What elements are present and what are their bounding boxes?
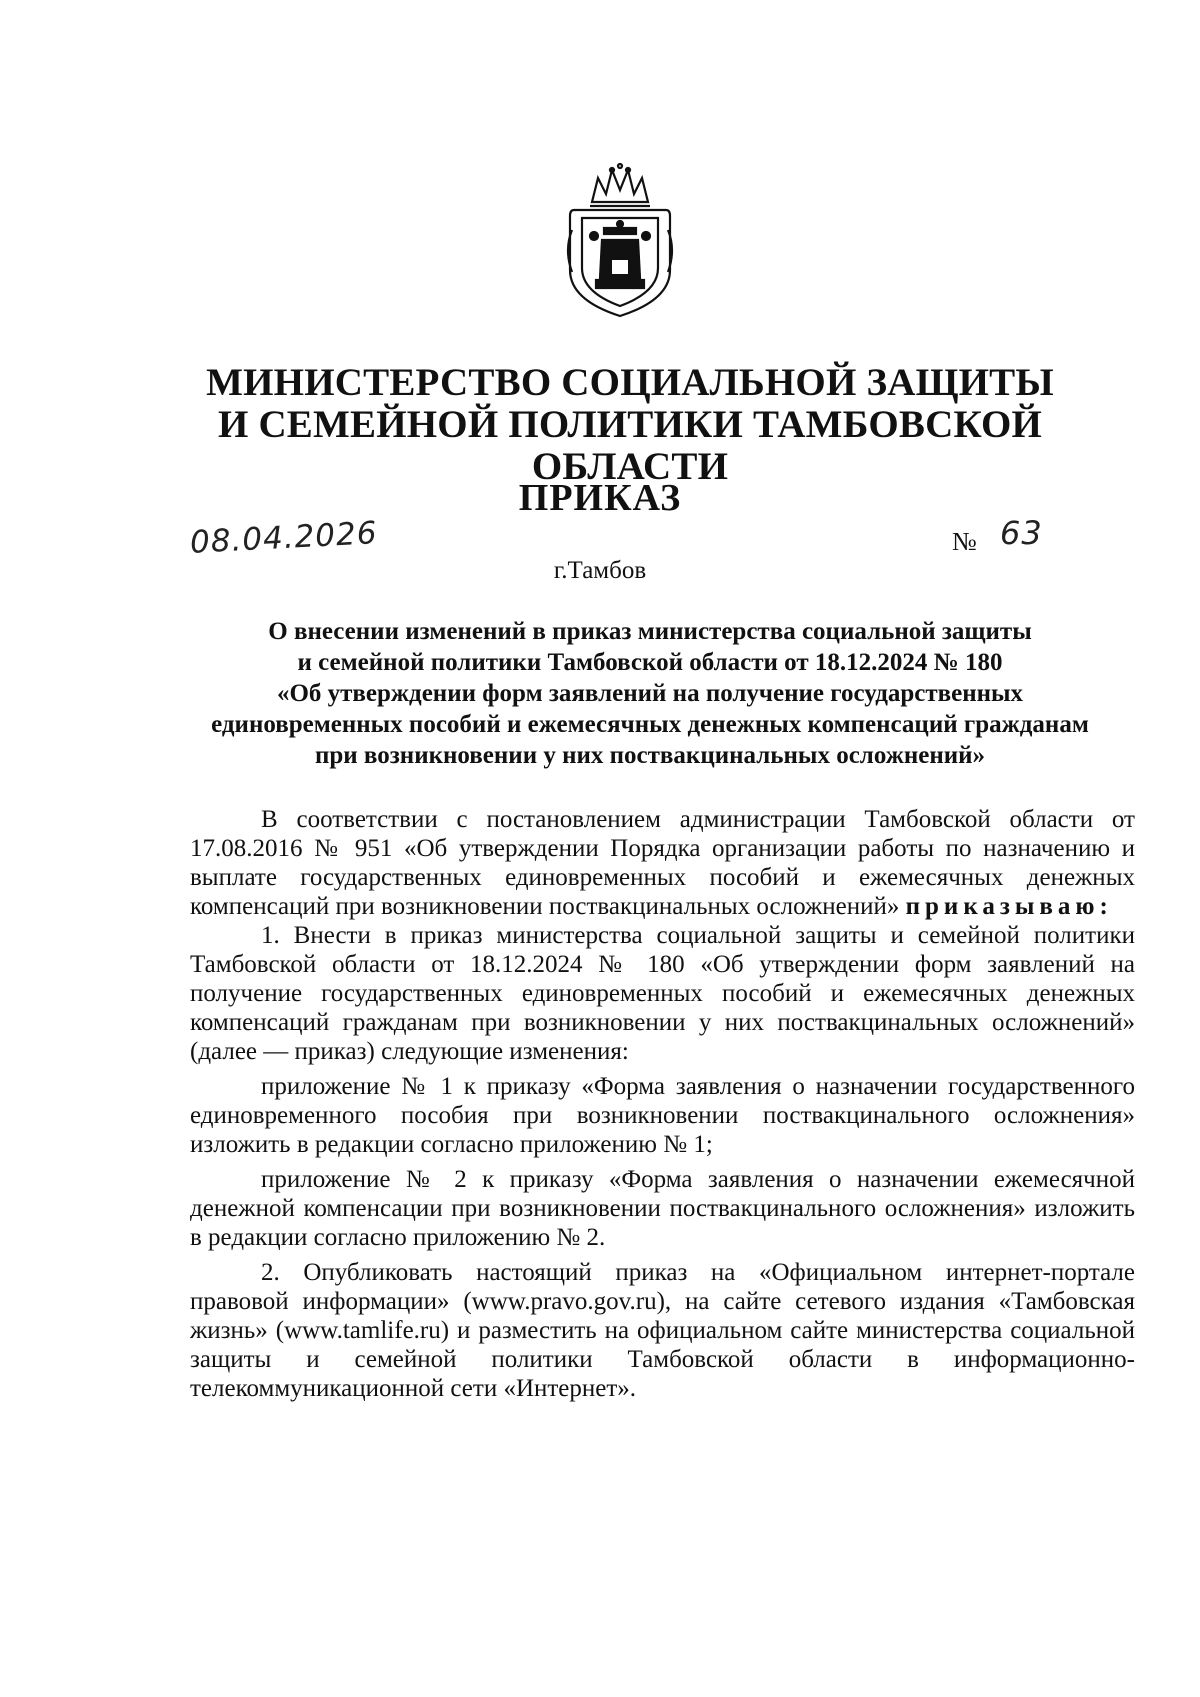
subject-line: единовременных пособий и ежемесячных денежных компенсаций гражданам <box>211 711 1089 738</box>
order-body <box>190 805 1135 1403</box>
order-number-label: № <box>952 527 977 556</box>
ministry-name <box>150 362 1110 488</box>
command-word: приказываю: <box>905 893 1113 920</box>
item-1b-paragraph: приложение № 2 к приказу «Форма заявления о назначении ежемесячной денежной компенсации при возникновении поствакцинального осложнения» изложить в редакции согласно приложению № 2. <box>190 1166 1135 1251</box>
ministry-line-2: И СЕМЕЙНОЙ ПОЛИТИКИ ТАМБОВСКОЙ ОБЛАСТИ <box>217 403 1043 488</box>
subject-line: при возникновении у них поствакцинальных осложнений» <box>314 742 986 769</box>
item-1-paragraph: 1. Внести в приказ министерства социальной защиты и семейной политики Тамбовской области от 18.12.2024 № 180 «Об утверждении форм заявлений на получение государственных единовременных пособий и ежемесячных денежных компенсаций гражданам при возникновении у них поствакцинальных осложнений» (далее — приказ) следующие изменения: <box>190 922 1135 1065</box>
subject-line: «Об утверждении форм заявлений на получение государственных <box>276 680 1024 707</box>
item-1a-paragraph: приложение № 1 к приказу «Форма заявления о назначении государственного единовременного пособия при возникновении поствакцинального осложнения» изложить в редакции согласно приложению № 1; <box>190 1073 1135 1158</box>
subject-line: и семейной политики Тамбовской области от 18.12.2024 № 180 <box>297 649 1003 676</box>
preamble-paragraph <box>190 805 1135 921</box>
order-title: ПРИКАЗ <box>518 477 682 519</box>
coat-of-arms-emblem <box>560 160 680 320</box>
order-city: г.Тамбов <box>553 557 647 584</box>
preamble-text: В соответствии с постановлением администрации Тамбовской области от 17.08.2016 № 951 «Об утверждении Порядка организации работы по назначению и выплате государственных единовременных пособий и ежемесячных денежных компенсаций при возникновении поствакцинальных осложнений» <box>190 806 1135 920</box>
ministry-line-1: МИНИСТЕРСТВО СОЦИАЛЬНОЙ ЗАЩИТЫ <box>206 361 1054 404</box>
order-subject <box>170 616 1130 771</box>
order-date: 08.04.2026 <box>189 515 379 561</box>
subject-line: О внесении изменений в приказ министерства социальной защиты <box>268 618 1032 645</box>
item-2-paragraph: 2. Опубликовать настоящий приказ на «Официальном интернет-портале правовой информации» (www.pravo.gov.ru), на сайте сетевого издания «Тамбовская жизнь» (www.tamlife.ru) и разместить на официальном сайте министерства социальной защиты и семейной политики Тамбовской области в информационно-телекоммуникационной сети «Интернет». <box>190 1259 1135 1402</box>
order-number: 63 <box>1000 514 1043 552</box>
